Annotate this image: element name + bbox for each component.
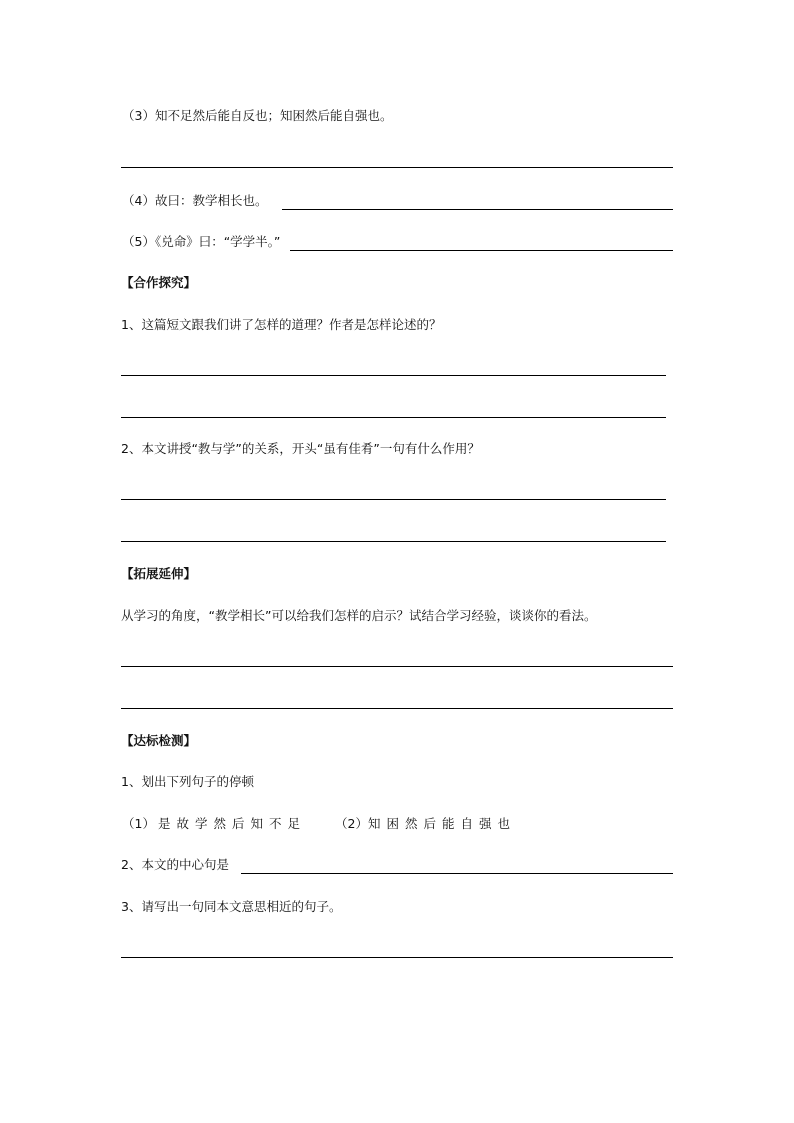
answer-line-extend-b[interactable] bbox=[121, 708, 673, 709]
sentence-2-number: （2） bbox=[335, 816, 368, 831]
question-4-text: （4）故曰：教学相长也。 bbox=[122, 193, 268, 208]
sentence-2: 知困然后能自强也 bbox=[368, 816, 517, 831]
cooperate-question-2: 2、本文讲授“教与学”的关系，开头“虽有佳肴”一句有什么作用？ bbox=[121, 441, 480, 456]
extend-question: 从学习的角度，“教学相长”可以给我们怎样的启示？试结合学习经验，谈谈你的看法。 bbox=[121, 608, 597, 623]
section-heading-extend: 【拓展延伸】 bbox=[121, 566, 197, 581]
sentence-1: 是故学然后知不足 bbox=[158, 816, 307, 831]
answer-line-extend-a[interactable] bbox=[121, 666, 673, 667]
answer-line-q5[interactable] bbox=[290, 250, 673, 251]
answer-line-central-sentence[interactable] bbox=[241, 873, 673, 874]
check-question-2: 2、本文的中心句是 bbox=[121, 857, 229, 872]
question-3-text: （3）知不足然后能自反也；知困然后能自强也。 bbox=[122, 108, 393, 123]
check-question-1: 1、划出下列句子的停顿 bbox=[121, 774, 254, 789]
answer-line-q4[interactable] bbox=[282, 209, 673, 210]
section-heading-cooperate: 【合作探究】 bbox=[121, 275, 197, 290]
answer-line-q3[interactable] bbox=[121, 167, 673, 168]
check-question-3: 3、请写出一句同本文意思相近的句子。 bbox=[121, 899, 342, 914]
answer-line-cooperate-2a[interactable] bbox=[121, 499, 666, 500]
answer-line-cooperate-1b[interactable] bbox=[121, 417, 666, 418]
answer-line-cooperate-2b[interactable] bbox=[121, 541, 666, 542]
sentence-1-number: （1） bbox=[122, 816, 155, 831]
answer-line-cooperate-1a[interactable] bbox=[121, 375, 666, 376]
cooperate-question-1: 1、这篇短文跟我们讲了怎样的道理？作者是怎样论述的？ bbox=[121, 317, 442, 332]
section-heading-check: 【达标检测】 bbox=[121, 733, 197, 748]
answer-line-similar-sentence[interactable] bbox=[121, 957, 673, 958]
question-5-text: （5）《兑命》曰：“学学半。” bbox=[122, 234, 281, 249]
